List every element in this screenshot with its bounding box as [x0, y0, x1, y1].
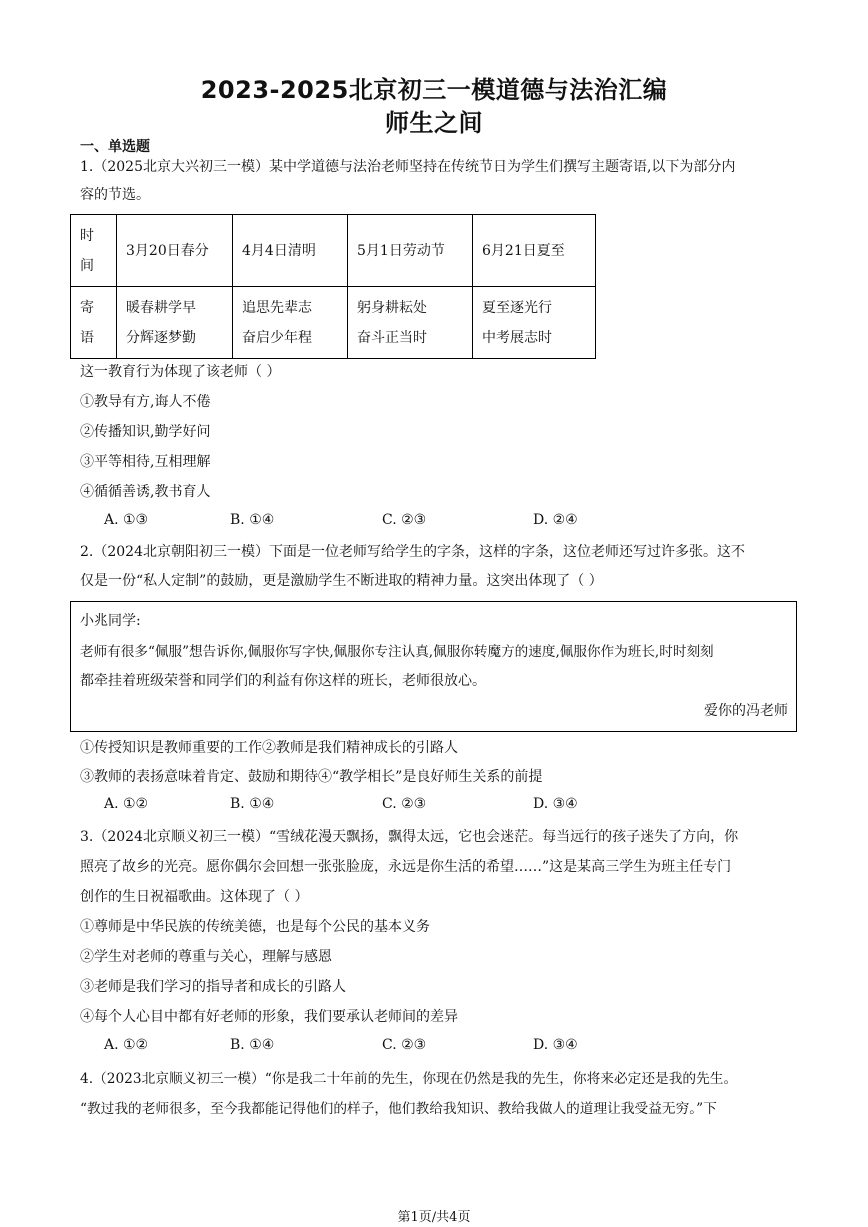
cell-text: 追思先辈志: [242, 299, 312, 316]
question-4-line-1: 4.（2023北京顺义初三一模）“你是我二十年前的先生，你现在仍然是我的先生，你将来必定还是我的先生。: [80, 1071, 738, 1087]
question-1-item-1: ①教导有方,诲人不倦: [80, 394, 211, 410]
question-1-line-2: 容的节选。: [80, 187, 150, 203]
question-1-item-2: ②传播知识,勤学好问: [80, 424, 211, 440]
question-2-option-c[interactable]: C. ②③: [382, 796, 427, 812]
question-3-line-3: 创作的生日祝福歌曲。这体现了（ ）: [80, 889, 309, 905]
question-3-option-b[interactable]: B. ①④: [230, 1037, 275, 1053]
table-cell: [117, 287, 233, 359]
question-3-item-3: ③老师是我们学习的指导者和成长的引路人: [80, 979, 346, 995]
table-cell: [348, 287, 473, 359]
question-3-option-d[interactable]: D. ③④: [533, 1037, 578, 1053]
cell-text: 奋启少年程: [242, 329, 312, 346]
page-number: 第1页/共4页: [397, 1210, 471, 1225]
question-4-line-2: “教过我的老师很多，至今我都能记得他们的样子，他们教给我知识、教给我做人的道理让我受益无穷。”下: [80, 1101, 717, 1117]
cell-text: 暖春耕学早: [126, 299, 196, 316]
note-body-line-2: 都牵挂着班级荣誉和同学们的利益有你这样的班长，老师很放心。: [80, 673, 486, 689]
table-row: [71, 287, 596, 359]
question-3-option-a[interactable]: A. ①②: [104, 1037, 149, 1053]
question-2-option-b[interactable]: B. ①④: [230, 796, 275, 812]
cell-text: 间: [80, 257, 94, 274]
cell-text: 语: [80, 329, 94, 346]
table-row: [71, 215, 596, 287]
table-cell: 3月20日春分: [117, 215, 233, 287]
schedule-table: [70, 214, 596, 359]
cell-text: 时: [80, 227, 94, 244]
question-3-option-c[interactable]: C. ②③: [382, 1037, 427, 1053]
table-cell: 6月21日夏至: [473, 215, 596, 287]
table-cell: [473, 287, 596, 359]
question-1-stem: 这一教育行为体现了该老师（ ）: [80, 364, 281, 380]
question-1-item-3: ③平等相待,互相理解: [80, 454, 211, 470]
question-1-line-1: 1.（2025北京大兴初三一模）某中学道德与法治老师坚持在传统节日为学生们撰写主题寄语,以下为部分内: [80, 159, 736, 175]
question-3-item-4: ④每个人心目中都有好老师的形象，我们要承认老师间的差异: [80, 1009, 458, 1025]
question-1-option-c[interactable]: C. ②③: [382, 512, 427, 528]
table-cell: [71, 287, 117, 359]
cell-text: 寄: [80, 299, 94, 316]
question-1-item-4: ④循循善诱,教书育人: [80, 484, 211, 500]
note-greeting: 小兆同学:: [80, 613, 141, 629]
note-signature: 爱你的冯老师: [704, 703, 788, 719]
question-1-option-d[interactable]: D. ②④: [533, 512, 578, 528]
section-heading: 一、单选题: [80, 139, 150, 155]
question-3-line-2: 照亮了故乡的光亮。愿你偶尔会回想一张张脸庞，永远是你生活的希望……”这是某高三学生为班主任专门: [80, 859, 732, 875]
question-3-line-1: 3.（2024北京顺义初三一模）“雪绒花漫天飘扬，飘得太远，它也会迷茫。每当远行的孩子迷失了方向，你: [80, 829, 739, 845]
table-cell: 4月4日清明: [233, 215, 348, 287]
question-2-line-1: 2.（2024北京朝阳初三一模）下面是一位老师写给学生的字条，这样的字条，这位老师还写过许多张。这不: [80, 544, 745, 560]
table-cell: [71, 215, 117, 287]
question-3-item-2: ②学生对老师的尊重与关心，理解与感恩: [80, 949, 332, 965]
cell-text: 夏至逐光行: [482, 299, 552, 316]
question-2-option-d[interactable]: D. ③④: [533, 796, 578, 812]
question-1-option-a[interactable]: A. ①③: [104, 512, 149, 528]
question-2-item-2: ③教师的表扬意味着肯定、鼓励和期待④“教学相长”是良好师生关系的前提: [80, 769, 543, 785]
cell-text: 奋斗正当时: [357, 329, 427, 346]
teacher-note-box: [70, 601, 797, 732]
question-1-option-b[interactable]: B. ①④: [230, 512, 275, 528]
cell-text: 躬身耕耘处: [357, 299, 427, 316]
page-subtitle: 师生之间: [385, 109, 483, 137]
table-cell: 5月1日劳动节: [348, 215, 473, 287]
cell-text: 分辉逐梦勤: [126, 329, 196, 346]
page-title: 2023-2025北京初三一模道德与法治汇编: [200, 76, 668, 104]
question-2-line-2: 仅是一份“私人定制”的鼓励，更是激励学生不断进取的精神力量。这突出体现了（ ）: [80, 573, 603, 589]
note-body-line-1: 老师有很多“佩服”想告诉你,佩服你写字快,佩服你专注认真,佩服你转魔方的速度,佩服你作为班长,时时刻刻: [80, 644, 714, 660]
question-2-item-1: ①传授知识是教师重要的工作②教师是我们精神成长的引路人: [80, 740, 458, 756]
cell-text: 中考展志时: [482, 329, 552, 346]
question-3-item-1: ①尊师是中华民族的传统美德，也是每个公民的基本义务: [80, 919, 430, 935]
question-2-option-a[interactable]: A. ①②: [104, 796, 149, 812]
table-cell: [233, 287, 348, 359]
